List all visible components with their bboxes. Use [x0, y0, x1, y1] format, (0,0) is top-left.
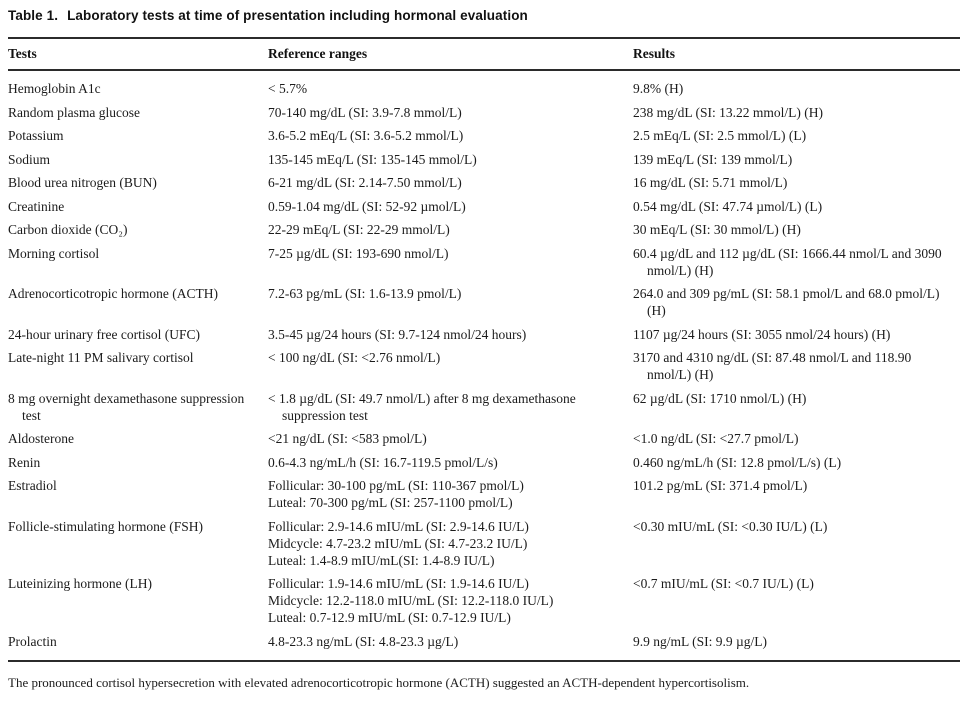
result-cell: <0.30 mIU/mL (SI: <0.30 IU/L) (L): [633, 518, 828, 534]
reference-range-cell: 3.6-5.2 mEq/L (SI: 3.6-5.2 mmol/L): [268, 128, 464, 143]
reference-range-cell: 6-21 mg/dL (SI: 2.14-7.50 mmol/L): [268, 175, 462, 190]
table-row: [8, 319, 960, 343]
result-cell: 3170 and 4310 ng/dL (SI: 87.48 nmol/L and 118.90 nmol/L) (H): [633, 350, 912, 382]
table-row: [8, 215, 960, 239]
reference-range-cell: 7-25 µg/dL (SI: 193-690 nmol/L): [268, 245, 449, 261]
test-name-cell: Late-night 11 PM salivary cortisol: [8, 350, 194, 365]
table-row: [8, 569, 960, 627]
reference-range-cell: < 100 ng/dL (SI: <2.76 nmol/L): [268, 350, 441, 365]
test-name-cell: Follicle-stimulating hormone (FSH): [8, 518, 203, 534]
test-name-cell: Blood urea nitrogen (BUN): [8, 175, 157, 190]
result-cell: 9.8% (H): [633, 81, 684, 96]
test-name-cell: 8 mg overnight dexamethasone suppression test: [8, 390, 245, 423]
test-name-cell: Renin: [8, 454, 41, 470]
result-cell: 139 mEq/L (SI: 139 mmol/L): [633, 151, 793, 167]
test-name-cell: Estradiol: [8, 478, 57, 493]
table-row: [8, 279, 960, 320]
column-header-reference-ranges: Reference ranges: [268, 38, 633, 70]
test-name-cell: Sodium: [8, 151, 51, 167]
test-name-cell: Adrenocorticotropic hormone (ACTH): [8, 286, 218, 301]
result-cell: 101.2 pg/mL (SI: 371.4 pmol/L): [633, 478, 808, 493]
table-row: [8, 191, 960, 215]
result-cell: 62 µg/dL (SI: 1710 nmol/L) (H): [633, 390, 807, 406]
table-row: [8, 168, 960, 192]
reference-range-cell: 70-140 mg/dL (SI: 3.9-7.8 mmol/L): [268, 104, 462, 120]
lab-table-body: [8, 70, 960, 661]
table-title-text: Laboratory tests at time of presentation including hormonal evaluation: [67, 8, 528, 23]
reference-range-cell: 22-29 mEq/L (SI: 22-29 mmol/L): [268, 222, 450, 237]
result-cell: 1107 µg/24 hours (SI: 3055 nmol/24 hours) (H): [633, 326, 891, 342]
reference-range-cell: Follicular: 1.9-14.6 mIU/mL (SI: 1.9-14.6 IU/L) Midcycle: 12.2-118.0 mIU/mL (SI: 12.2-118.0 IU/L) Luteal: 0.7-12.9 mIU/mL (SI: 0.7-12.9 IU/L): [268, 576, 554, 625]
lab-results-table: [8, 37, 960, 662]
table-row: [8, 144, 960, 168]
reference-range-cell: 0.59-1.04 mg/dL (SI: 52-92 µmol/L): [268, 198, 466, 214]
header-row: [8, 38, 960, 70]
test-name-cell: Creatinine: [8, 198, 65, 214]
table-row: [8, 447, 960, 471]
table-row: [8, 238, 960, 279]
test-name-cell: Hemoglobin A1c: [8, 81, 101, 96]
table-row: [8, 343, 960, 384]
test-name-cell: Aldosterone: [8, 431, 74, 446]
test-name-cell: Morning cortisol: [8, 245, 100, 261]
test-name-cell: 24-hour urinary free cortisol (UFC): [8, 326, 200, 342]
table-row: [8, 626, 960, 661]
reference-range-cell: Follicular: 30-100 pg/mL (SI: 110-367 pmol/L) Luteal: 70-300 pg/mL (SI: 257-1100 pmol/L): [268, 478, 524, 510]
test-name-cell: Random plasma glucose: [8, 104, 140, 120]
table-row: [8, 70, 960, 97]
reference-range-cell: 7.2-63 pg/mL (SI: 1.6-13.9 pmol/L): [268, 286, 462, 301]
table-row: [8, 471, 960, 512]
column-header-tests: Tests: [8, 38, 268, 70]
result-cell: 2.5 mEq/L (SI: 2.5 mmol/L) (L): [633, 128, 807, 143]
table-header: [8, 38, 960, 70]
result-cell: 16 mg/dL (SI: 5.71 mmol/L): [633, 175, 788, 190]
table-row: [8, 97, 960, 121]
reference-range-cell: <21 ng/dL (SI: <583 pmol/L): [268, 431, 427, 446]
column-header-results: Results: [633, 38, 960, 70]
reference-range-cell: < 5.7%: [268, 81, 308, 96]
reference-range-cell: 0.6-4.3 ng/mL/h (SI: 16.7-119.5 pmol/L/s): [268, 454, 498, 470]
table-row: [8, 511, 960, 569]
table-number-label: Table 1.: [8, 8, 59, 23]
test-name-cell: Prolactin: [8, 633, 57, 649]
result-cell: 60.4 µg/dL and 112 µg/dL (SI: 1666.44 nmol/L and 3090 nmol/L) (H): [633, 245, 942, 278]
result-cell: 238 mg/dL (SI: 13.22 mmol/L) (H): [633, 104, 823, 120]
result-cell: 0.460 ng/mL/h (SI: 12.8 pmol/L/s) (L): [633, 454, 842, 470]
result-cell: 30 mEq/L (SI: 30 mmol/L) (H): [633, 222, 801, 237]
result-cell: <0.7 mIU/mL (SI: <0.7 IU/L) (L): [633, 576, 814, 591]
table-footnote: The pronounced cortisol hypersecretion with elevated adrenocorticotropic hormone (ACTH) suggested an ACTH-dependent hypercortisolism.: [8, 674, 750, 690]
test-name-cell: Luteinizing hormone (LH): [8, 576, 152, 591]
result-cell: 264.0 and 309 pg/mL (SI: 58.1 pmol/L and 68.0 pmol/L) (H): [633, 286, 940, 318]
test-name-cell: Carbon dioxide (CO₂): [8, 222, 128, 237]
reference-range-cell: 3.5-45 µg/24 hours (SI: 9.7-124 nmol/24 hours): [268, 326, 527, 342]
reference-range-cell: 135-145 mEq/L (SI: 135-145 mmol/L): [268, 151, 477, 167]
table-row: [8, 424, 960, 448]
result-cell: 0.54 mg/dL (SI: 47.74 µmol/L) (L): [633, 198, 823, 214]
table-row: [8, 121, 960, 145]
table-title: [8, 8, 960, 24]
test-name-cell: Potassium: [8, 128, 64, 143]
result-cell: <1.0 ng/dL (SI: <27.7 pmol/L): [633, 431, 799, 446]
reference-range-cell: 4.8-23.3 ng/mL (SI: 4.8-23.3 µg/L): [268, 633, 459, 649]
result-cell: 9.9 ng/mL (SI: 9.9 µg/L): [633, 633, 768, 649]
table-row: [8, 383, 960, 424]
reference-range-cell: < 1.8 µg/dL (SI: 49.7 nmol/L) after 8 mg dexamethasone suppression test: [268, 390, 576, 423]
reference-range-cell: Follicular: 2.9-14.6 mIU/mL (SI: 2.9-14.6 IU/L) Midcycle: 4.7-23.2 mIU/mL (SI: 4.7-23.2 IU/L) Luteal: 1.4-8.9 mIU/mL(SI: 1.4-8.9 IU/L): [268, 518, 529, 568]
